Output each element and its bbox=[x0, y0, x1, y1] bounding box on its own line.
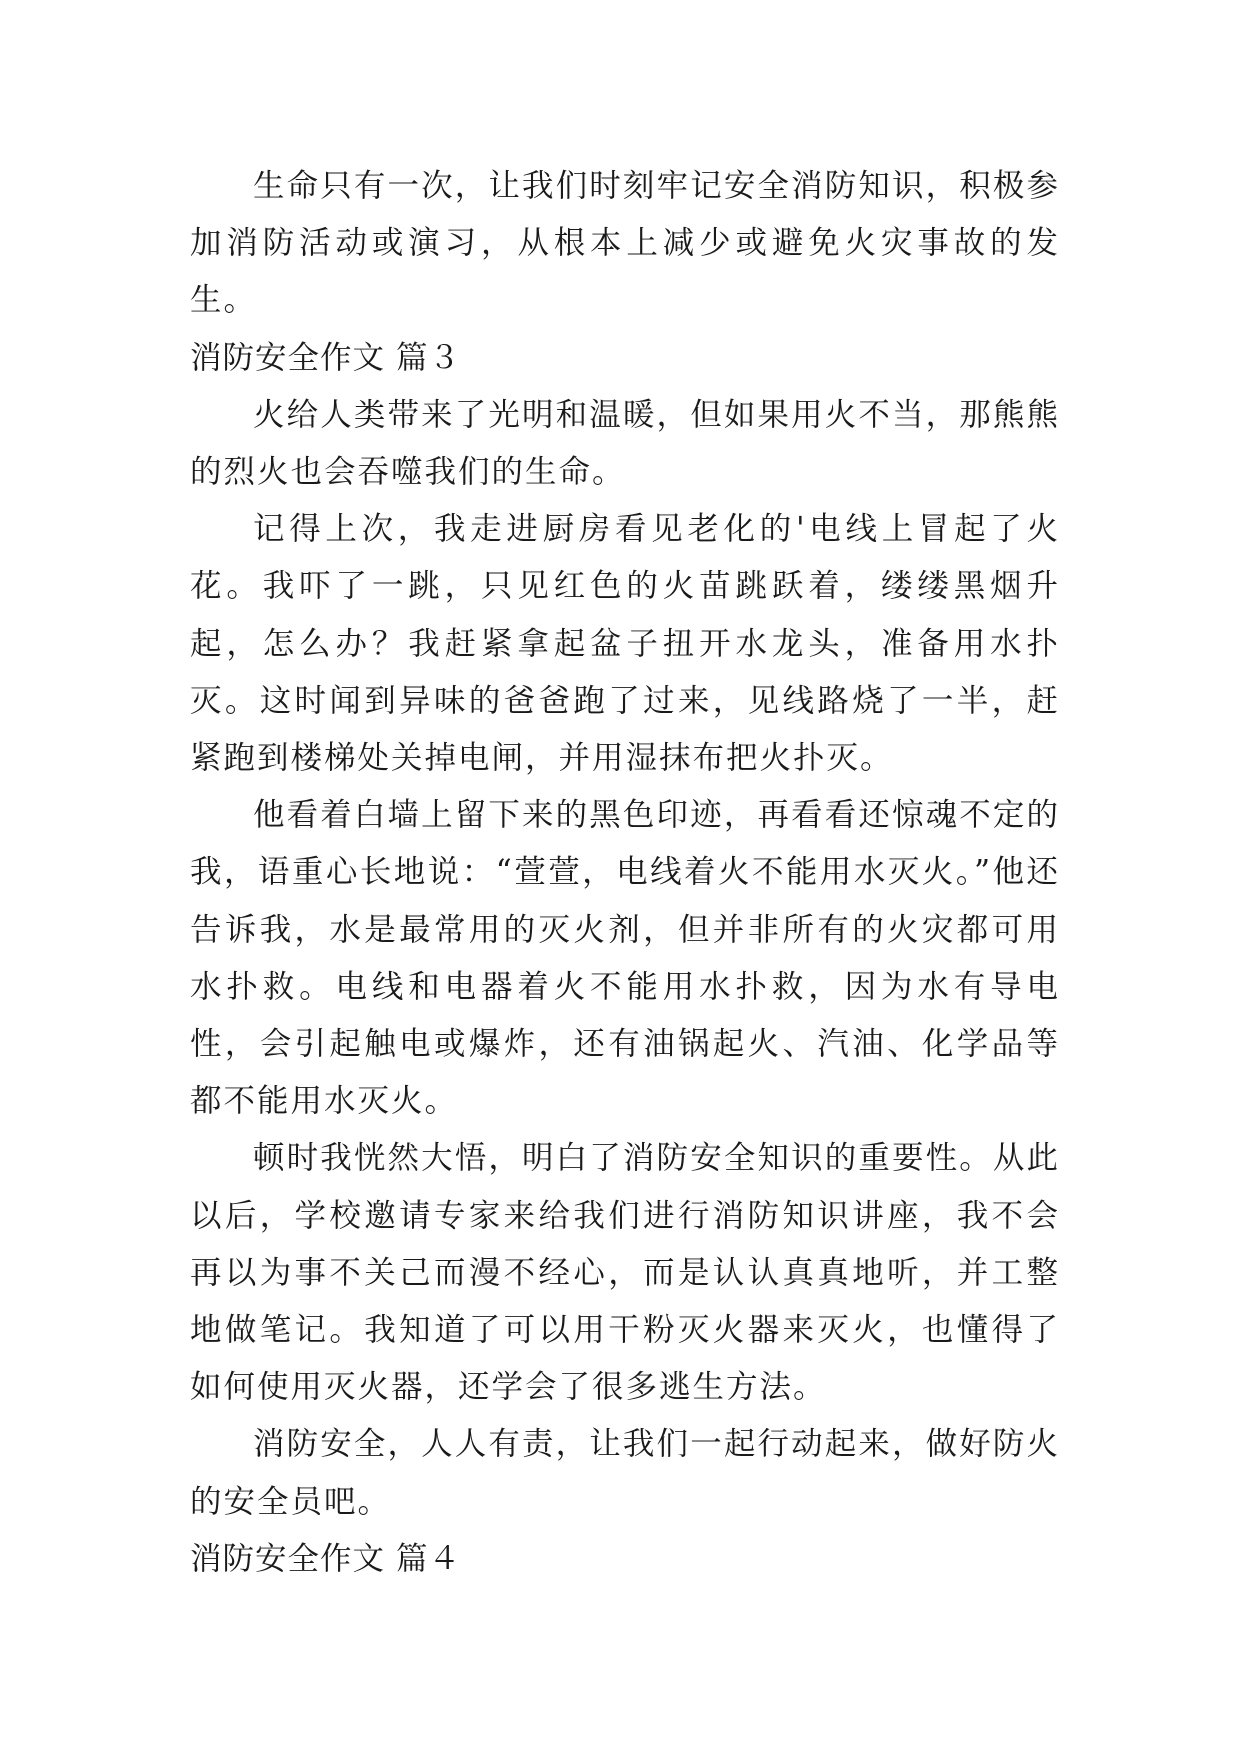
paragraph-conclusion-essay-2: 生命只有一次，让我们时刻牢记安全消防知识，积极参加消防活动或演习，从根本上减少或避免火灾事故的发生。 bbox=[190, 168, 1060, 319]
paragraph-realization: 顿时我恍然大悟，明白了消防安全知识的重要性。从此以后，学校邀请专家来给我们进行消防知识讲座，我不会再以为事不关己而漫不经心，而是认认真真地听，并工整地做笔记。我知道了可以用干粉灭火器来灭火，也懂得了如何使用灭火器，还学会了很多逃生方法。 bbox=[190, 1140, 1060, 1406]
paragraph-intro-essay-3: 火给人类带来了光明和温暖，但如果用火不当，那熊熊的烈火也会吞噬我们的生命。 bbox=[190, 396, 1060, 491]
section-heading-essay-4: 消防安全作文 篇４ bbox=[190, 1540, 462, 1577]
document-body bbox=[190, 158, 1060, 1588]
section-heading-essay-3: 消防安全作文 篇３ bbox=[190, 339, 462, 376]
paragraph-father-advice: 他看着白墙上留下来的黑色印迹，再看看还惊魂不定的我，语重心长地说：“萱萱，电线着火不能用水灭火。”他还告诉我，水是最常用的灭火剂，但并非所有的火灾都可用水扑救。电线和电器着火不能用水扑救，因为水有导电性，会引起触电或爆炸，还有油锅起火、汽油、化学品等都不能用水灭火。 bbox=[190, 797, 1060, 1120]
paragraph-conclusion-essay-3: 消防安全，人人有责，让我们一起行动起来，做好防火的安全员吧。 bbox=[190, 1426, 1060, 1520]
paragraph-kitchen-fire: 记得上次，我走进厨房看见老化的'电线上冒起了火花。我吓了一跳，只见红色的火苗跳跃着，缕缕黑烟升起，怎么办？我赶紧拿起盆子扭开水龙头，准备用水扑灭。这时闻到异味的爸爸跑了过来，见线路烧了一半，赶紧跑到楼梯处关掉电闸，并用湿抹布把火扑灭。 bbox=[190, 511, 1060, 777]
